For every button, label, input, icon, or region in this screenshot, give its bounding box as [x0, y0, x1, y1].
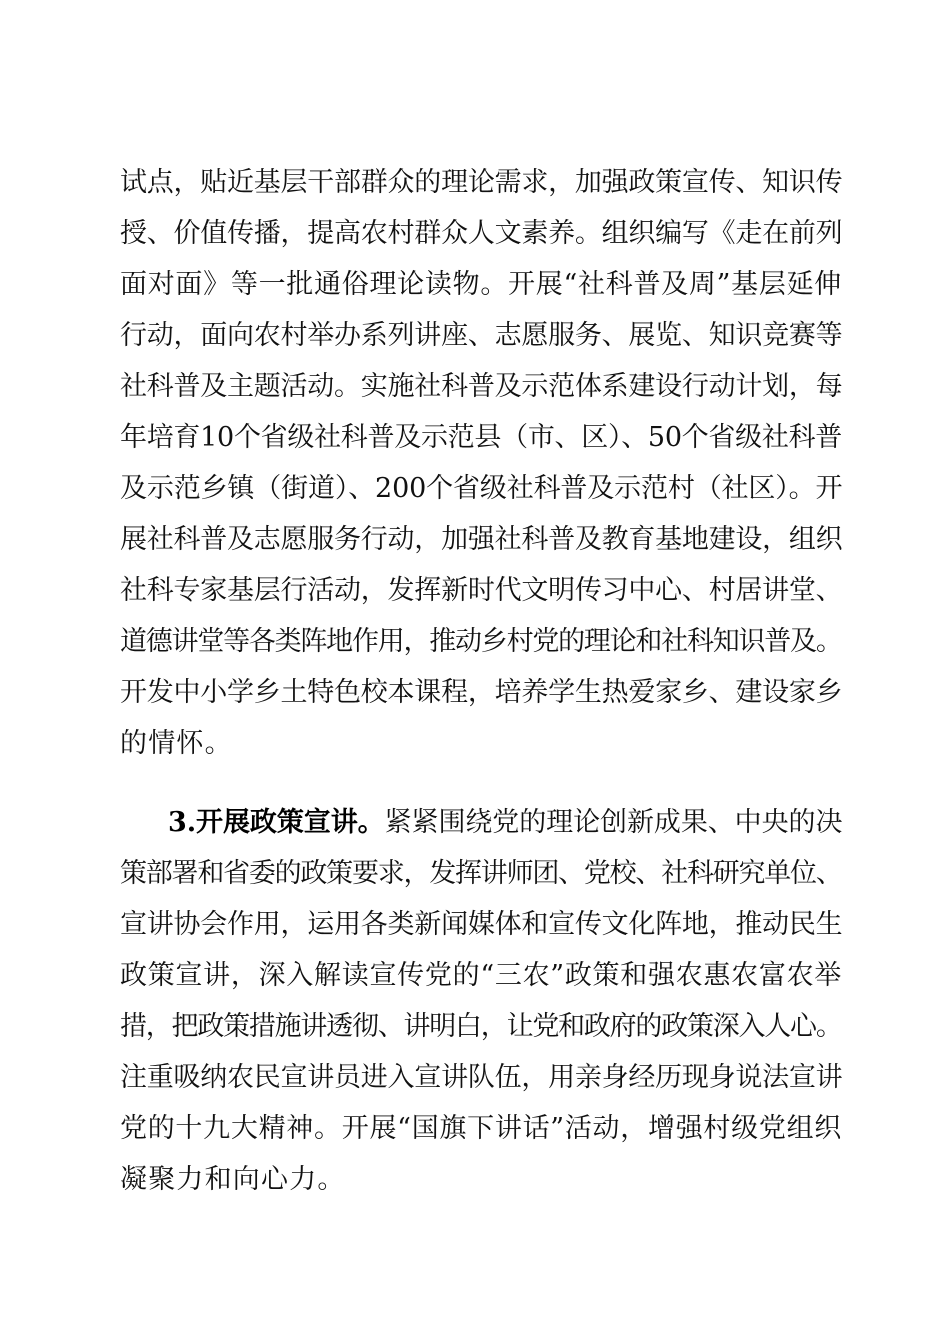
paragraph-2-line-6: 注重吸纳农民宣讲员进入宣讲队伍，用亲身经历现身说法宣讲 [120, 1062, 843, 1093]
paragraph-1-line-12: 的情怀。 [120, 728, 233, 759]
paragraph-1-line-9: 社科专家基层行活动，发挥新时代文明传习中心、村居讲堂、 [120, 575, 843, 606]
paragraph-1-line-5: 社科普及主题活动。实施社科普及示范体系建设行动计划，每 [120, 371, 843, 402]
paragraph-1-line-10: 道德讲堂等各类阵地作用，推动乡村党的理论和社科知识普及。 [120, 626, 842, 657]
paragraph-1-line-7: 及示范乡镇（街道）、200个省级社科普及示范村（社区）。开 [120, 473, 843, 504]
section-heading: 3.开展政策宣讲。 [168, 807, 385, 838]
paragraph-2-line-2: 策部署和省委的政策要求，发挥讲师团、党校、社科研究单位、 [120, 858, 842, 889]
paragraph-2-line-4: 政策宣讲，深入解读宣传党的“三农”政策和强农惠农富农举 [120, 960, 843, 991]
paragraph-1-line-11: 开发中小学乡土特色校本课程，培养学生热爱家乡、建设家乡 [120, 677, 843, 708]
paragraph-1-line-4: 行动，面向农村举办系列讲座、志愿服务、展览、知识竞赛等 [120, 320, 843, 351]
paragraph-1-line-2: 授、价值传播，提高农村群众人文素养。组织编写《走在前列 [120, 218, 843, 249]
paragraph-1-line-3: 面对面》等一批通俗理论读物。开展“社科普及周”基层延伸 [120, 269, 843, 300]
paragraph-1-line-1: 试点，贴近基层干部群众的理论需求，加强政策宣传、知识传 [120, 167, 843, 198]
paragraph-2-line-1 [168, 803, 842, 843]
paragraph-2-line-8: 凝聚力和向心力。 [120, 1164, 346, 1195]
paragraph-2-line-7: 党的十九大精神。开展“国旗下讲话”活动，增强村级党组织 [120, 1113, 843, 1144]
paragraph-1-line-6: 年培育10个省级社科普及示范县（市、区）、50个省级社科普 [120, 422, 843, 453]
paragraph-2-line-1-text: 紧紧围绕党的理论创新成果、中央的决 [384, 807, 843, 838]
paragraph-1-line-8: 展社科普及志愿服务行动，加强社科普及教育基地建设，组织 [120, 524, 843, 555]
paragraph-2-line-3: 宣讲协会作用，运用各类新闻媒体和宣传文化阵地，推动民生 [120, 909, 843, 940]
paragraph-2-line-5: 措，把政策措施讲透彻、讲明白，让党和政府的政策深入人心。 [120, 1011, 842, 1042]
